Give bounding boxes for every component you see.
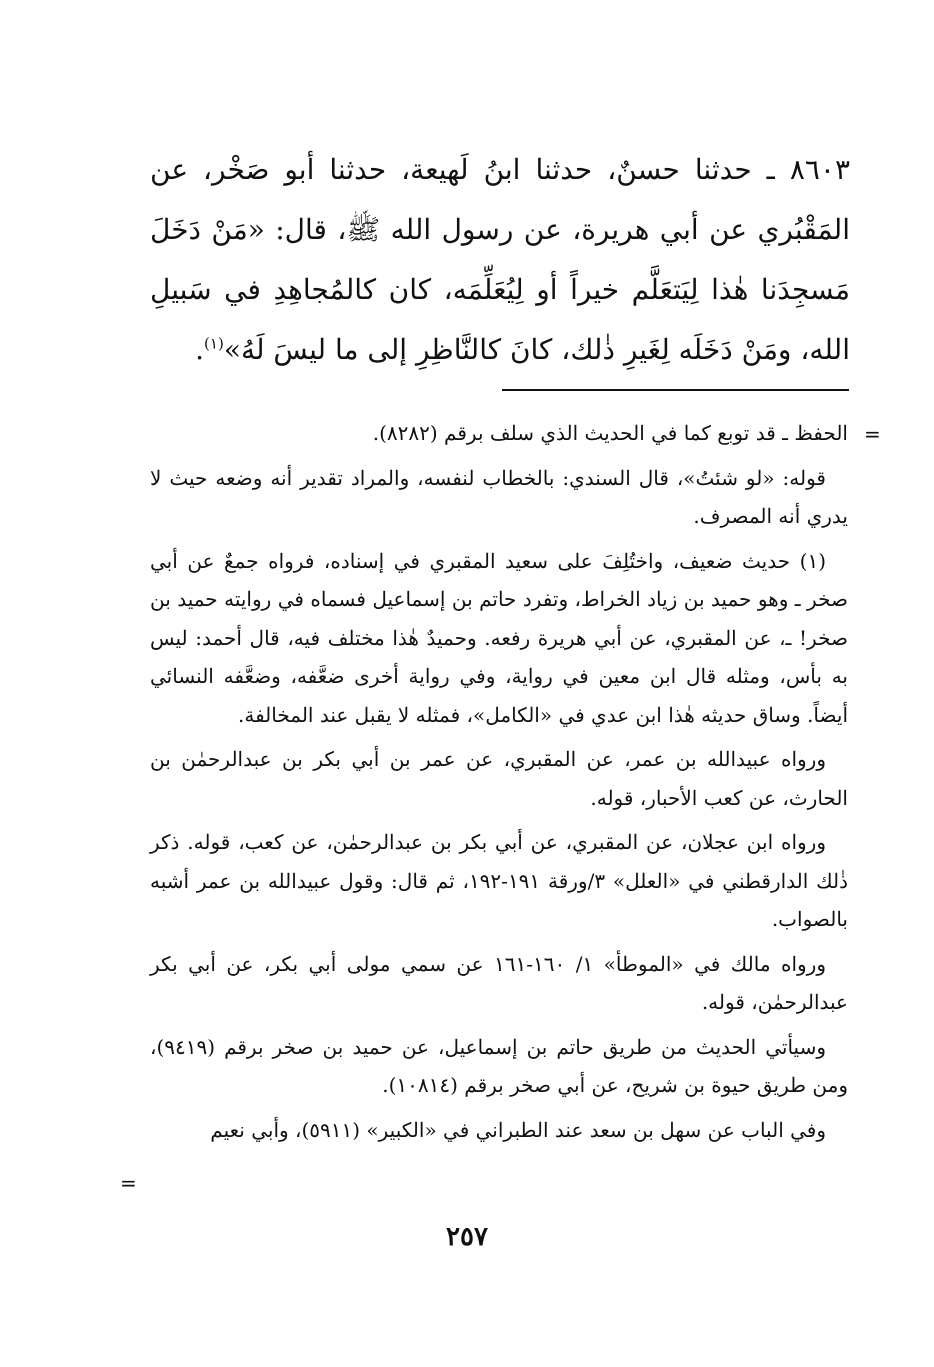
footnote-paragraph: ورواه ابن عجلان، عن المقبري، عن أبي بكر بن عبدالرحمٰن، عن كعب، قوله. ذكر ذٰلك الدارقطني في «العلل» ٣/ورقة ١٩١-١٩٢، ثم قال: وقول عبيدالله بن عمر أشبه بالصواب. [150,830,848,931]
footnote-paragraph: ورواه عبيدالله بن عمر، عن المقبري، عن عمر بن أبي بكر بن عبدالرحمٰن بن الحارث، عن كعب الأحبار، قوله. [150,747,848,810]
hadith-paragraph [150,140,850,380]
footnote-separator-rule [502,389,849,391]
continuation-mark-bottom: = [120,1171,137,1195]
footnote-reference: (١) [204,334,224,353]
hadith-text: ٨٦٠٣ ـ حدثنا حسنٌ، حدثنا ابنُ لَهيعة، حدثنا أبو صَخْر، عن المَقْبُري عن أبي هريرة، عن رسول الله ﷺ، قال: «مَنْ دَخَلَ مَسجِدَنا هٰذا لِيَتعَلَّم خيراً أو لِيُعَلِّمَه، كان كالمُجاهِدِ في سَبيلِ الله، ومَنْ دَخَلَه لِغَيرِ ذٰلك، كانَ كالنَّاظِرِ إلى ما ليسَ لَهُ» [150,153,850,366]
footnote-paragraph: وفي الباب عن سهل بن سعد عند الطبراني في «الكبير» (٥٩١١)، وأبي نعيم [210,1117,826,1142]
footnotes-section [150,414,848,1155]
page-number: ٢٥٧ [446,1222,488,1252]
footnote-paragraph: ورواه مالك في «الموطأ» ١/ ١٦٠-١٦١ عن سمي مولى أبي بكر، عن أبي بكر عبدالرحمٰن، قوله. [150,951,848,1014]
hadith-main-text [150,140,850,380]
footnote-paragraph: وسيأتي الحديث من طريق حاتم بن إسماعيل، عن حميد بن صخر برقم (٩٤١٩)، ومن طريق حيوة بن شريح، عن أبي صخر برقم (١٠٨١٤). [150,1034,848,1097]
footnote-paragraph: (١) حديث ضعيف، واختُلِفَ على سعيد المقبري في إسناده، فرواه جمعٌ عن أبي صخر ـ وهو حميد بن زياد الخراط، وتفرد حاتم بن إسماعيل فسماه في روايته حميد بن صخر! ـ، عن المقبري، عن أبي هريرة رفعه. وحميدٌ هٰذا مختلف فيه، قال أحمد: ليس به بأس، ومثله قال ابن معين في رواية، وفي رواية أخرى ضعَّفه، وضعَّفه النسائي أيضاً. وساق حديثه هٰذا ابن عدي في «الكامل»، فمثله لا يقبل عند المخالفة. [150,548,848,727]
footnote-paragraph: الحفظ ـ قد توبع كما في الحديث الذي سلف برقم (٨٢٨٢). [372,421,848,445]
footnote-paragraph: قوله: «لو شئتُ»، قال السندي: بالخطاب لنفسه، والمراد تقدير أنه وضعه حيث لا يدري أنه المصرف. [150,465,848,528]
continuation-mark-top: = [864,422,881,446]
hadith-end-punctuation: . [195,333,205,366]
